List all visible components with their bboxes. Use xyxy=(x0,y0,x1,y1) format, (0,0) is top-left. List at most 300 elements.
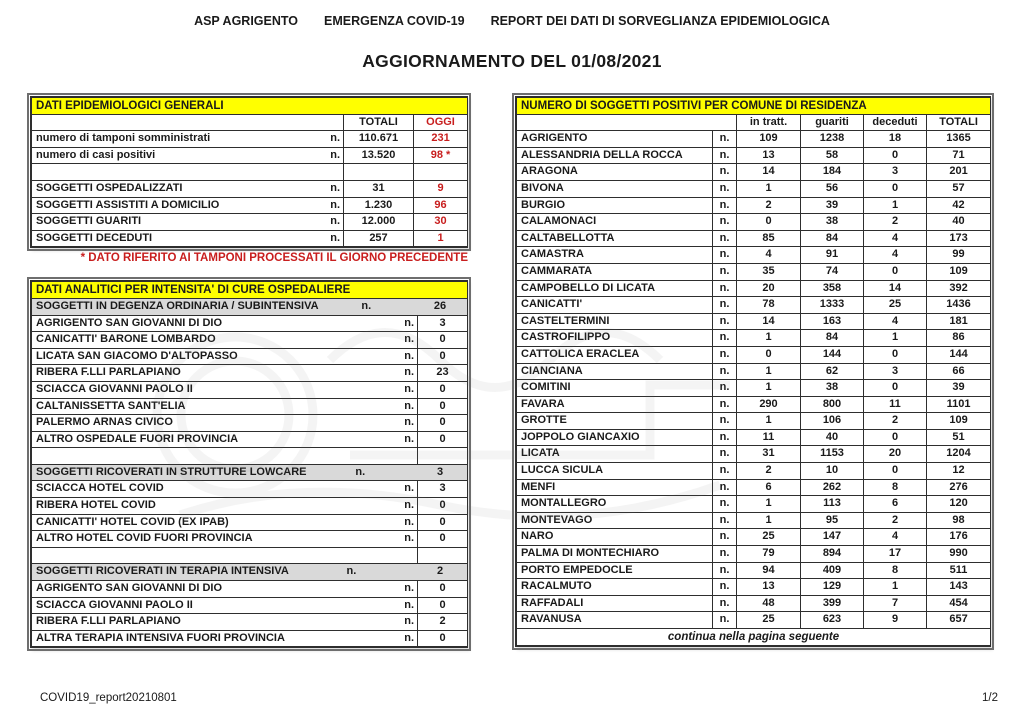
spacer-row xyxy=(32,547,468,564)
row-label: SCIACCA HOTEL COVID n. xyxy=(32,481,418,498)
general-data-table xyxy=(31,97,468,247)
guariti-value: 10 xyxy=(801,463,864,480)
table-row xyxy=(32,230,468,247)
deceduti-value: 4 xyxy=(864,247,927,264)
in-tratt-value: 109 xyxy=(737,131,801,148)
in-tratt-value: 1 xyxy=(737,330,801,347)
deceduti-value: 3 xyxy=(864,363,927,380)
table-row xyxy=(517,330,991,347)
unit-cell: n. xyxy=(713,413,737,430)
oggi-value: 1 xyxy=(414,230,468,247)
table-row xyxy=(517,263,991,280)
comune-name: CASTROFILIPPO xyxy=(517,330,713,347)
comune-name: CATTOLICA ERACLEA xyxy=(517,346,713,363)
table-row xyxy=(32,431,468,448)
guariti-value: 129 xyxy=(801,579,864,596)
comune-name: AGRIGENTO xyxy=(517,131,713,148)
comune-name: RAFFADALI xyxy=(517,595,713,612)
in-tratt-value: 14 xyxy=(737,313,801,330)
guariti-value: 147 xyxy=(801,529,864,546)
count-value: 3 xyxy=(418,481,468,498)
in-tratt-value: 6 xyxy=(737,479,801,496)
row-label: RIBERA F.LLI PARLAPIANO n. xyxy=(32,365,418,382)
in-tratt-value: 31 xyxy=(737,446,801,463)
guariti-value: 894 xyxy=(801,546,864,563)
row-label: CANICATTI' BARONE LOMBARDO n. xyxy=(32,332,418,349)
totali-value: 31 xyxy=(344,180,414,197)
guariti-value: 144 xyxy=(801,346,864,363)
totali-value: 39 xyxy=(927,380,991,397)
row-label: ALTRO HOTEL COVID FUORI PROVINCIA n. xyxy=(32,531,418,548)
table-row xyxy=(517,214,991,231)
count-value: 0 xyxy=(418,332,468,349)
continuation-note: continua nella pagina seguente xyxy=(517,629,991,646)
deceduti-value: 0 xyxy=(864,346,927,363)
unit-cell: n. xyxy=(713,380,737,397)
in-tratt-value: 20 xyxy=(737,280,801,297)
guariti-value: 40 xyxy=(801,429,864,446)
comune-name: ARAGONA xyxy=(517,164,713,181)
unit-cell: n. xyxy=(713,512,737,529)
in-tratt-value: 13 xyxy=(737,147,801,164)
table-row xyxy=(517,579,991,596)
comune-name: LICATA xyxy=(517,446,713,463)
guariti-value: 95 xyxy=(801,512,864,529)
deceduti-value: 17 xyxy=(864,546,927,563)
in-tratt-value: 1 xyxy=(737,496,801,513)
unit-cell: n. xyxy=(713,429,737,446)
totali-value: 143 xyxy=(927,579,991,596)
totali-value: 657 xyxy=(927,612,991,629)
unit-cell: n. xyxy=(713,297,737,314)
table-row xyxy=(32,630,468,647)
in-tratt-value: 1 xyxy=(737,180,801,197)
row-label: LICATA SAN GIACOMO D'ALTOPASSO n. xyxy=(32,348,418,365)
in-tratt-value: 11 xyxy=(737,429,801,446)
count-value: 0 xyxy=(418,398,468,415)
totali-value: 201 xyxy=(927,164,991,181)
table-row xyxy=(517,413,991,430)
comune-name: RAVANUSA xyxy=(517,612,713,629)
hospital-table-title: DATI ANALITICI PER INTENSITA' DI CURE OSPEDALIERE xyxy=(32,282,468,299)
comune-name: CAMMARATA xyxy=(517,263,713,280)
table-row xyxy=(32,180,468,197)
comune-name: CAMASTRA xyxy=(517,247,713,264)
row-label: SOGGETTI GUARITI n. xyxy=(32,214,344,231)
unit-cell: n. xyxy=(713,214,737,231)
guariti-value: 262 xyxy=(801,479,864,496)
unit-cell: n. xyxy=(713,164,737,181)
count-value: 23 xyxy=(418,365,468,382)
totali-value: 176 xyxy=(927,529,991,546)
comune-name: NARO xyxy=(517,529,713,546)
general-data-table-frame xyxy=(30,96,468,248)
table-row xyxy=(517,230,991,247)
in-tratt-value: 0 xyxy=(737,346,801,363)
in-tratt-value: 78 xyxy=(737,297,801,314)
deceduti-value: 1 xyxy=(864,197,927,214)
comune-name: FAVARA xyxy=(517,396,713,413)
count-value: 3 xyxy=(418,315,468,332)
guariti-value: 91 xyxy=(801,247,864,264)
comune-name: MONTALLEGRO xyxy=(517,496,713,513)
deceduti-value: 8 xyxy=(864,562,927,579)
table-row xyxy=(32,315,468,332)
deceduti-value: 3 xyxy=(864,164,927,181)
table-row xyxy=(517,479,991,496)
count-value: 0 xyxy=(418,597,468,614)
deceduti-value: 20 xyxy=(864,446,927,463)
totali-value: 392 xyxy=(927,280,991,297)
in-tratt-value: 1 xyxy=(737,413,801,430)
table-row xyxy=(32,398,468,415)
comune-name: GROTTE xyxy=(517,413,713,430)
spacer-row xyxy=(32,448,468,465)
in-tratt-value: 1 xyxy=(737,363,801,380)
page-number: 1/2 xyxy=(982,692,998,704)
guariti-value: 58 xyxy=(801,147,864,164)
table-row xyxy=(517,562,991,579)
table-row xyxy=(517,247,991,264)
in-tratt-value: 25 xyxy=(737,529,801,546)
in-tratt-value: 1 xyxy=(737,512,801,529)
table-row xyxy=(32,514,468,531)
comune-name: COMITINI xyxy=(517,380,713,397)
in-tratt-value: 94 xyxy=(737,562,801,579)
subtotal-cell: SOGGETTI IN DEGENZA ORDINARIA / SUBINTENSIVA n. 26 xyxy=(32,298,468,315)
row-label: AGRIGENTO SAN GIOVANNI DI DIO n. xyxy=(32,315,418,332)
totali-value: 98 xyxy=(927,512,991,529)
guariti-value: 113 xyxy=(801,496,864,513)
count-value: 2 xyxy=(418,614,468,631)
table-row xyxy=(517,280,991,297)
report-header-line xyxy=(0,14,1024,28)
unit-cell: n. xyxy=(713,131,737,148)
guariti-value: 399 xyxy=(801,595,864,612)
comuni-table-frame xyxy=(515,96,991,647)
empty-cell xyxy=(418,547,468,564)
table-row xyxy=(517,496,991,513)
in-tratt-column-header: in tratt. xyxy=(737,114,801,131)
oggi-column-header: OGGI xyxy=(414,114,468,131)
comune-name: BIVONA xyxy=(517,180,713,197)
deceduti-value: 1 xyxy=(864,579,927,596)
empty-cell xyxy=(32,448,418,465)
table-row xyxy=(517,429,991,446)
in-tratt-value: 25 xyxy=(737,612,801,629)
guariti-value: 74 xyxy=(801,263,864,280)
guariti-value: 56 xyxy=(801,180,864,197)
unit-cell: n. xyxy=(713,280,737,297)
subtotal-row xyxy=(32,464,468,481)
table-row xyxy=(32,332,468,349)
totali-value: 1.230 xyxy=(344,197,414,214)
comune-name: CAMPOBELLO DI LICATA xyxy=(517,280,713,297)
count-value: 0 xyxy=(418,498,468,515)
guariti-value: 409 xyxy=(801,562,864,579)
oggi-value: 30 xyxy=(414,214,468,231)
table-title-row xyxy=(32,98,468,115)
deceduti-value: 0 xyxy=(864,263,927,280)
deceduti-value: 9 xyxy=(864,612,927,629)
subtotal-cell: SOGGETTI RICOVERATI IN TERAPIA INTENSIVA n. 2 xyxy=(32,564,468,581)
row-label: SOGGETTI ASSISTITI A DOMICILIO n. xyxy=(32,197,344,214)
deceduti-value: 0 xyxy=(864,180,927,197)
totali-value: 51 xyxy=(927,429,991,446)
guariti-value: 184 xyxy=(801,164,864,181)
unit-cell: n. xyxy=(713,147,737,164)
totali-value: 257 xyxy=(344,230,414,247)
table-row xyxy=(32,481,468,498)
empty-cell xyxy=(32,547,418,564)
totali-value: 66 xyxy=(927,363,991,380)
header-emergency: EMERGENZA COVID-19 xyxy=(324,14,465,28)
row-label: ALTRA TERAPIA INTENSIVA FUORI PROVINCIA n. xyxy=(32,630,418,647)
row-label: ALTRO OSPEDALE FUORI PROVINCIA n. xyxy=(32,431,418,448)
totali-value: 276 xyxy=(927,479,991,496)
comuni-positivi-table xyxy=(516,97,991,646)
totali-value: 86 xyxy=(927,330,991,347)
table-header-row xyxy=(517,114,991,131)
hospital-table-frame xyxy=(30,280,468,648)
table-row xyxy=(32,531,468,548)
totali-value: 1436 xyxy=(927,297,991,314)
document-filename: COVID19_report20210801 xyxy=(40,692,177,704)
row-label: RIBERA HOTEL COVID n. xyxy=(32,498,418,515)
count-value: 0 xyxy=(418,630,468,647)
table-row xyxy=(32,131,468,148)
deceduti-value: 2 xyxy=(864,413,927,430)
general-table-title: DATI EPIDEMIOLOGICI GENERALI xyxy=(32,98,468,115)
in-tratt-value: 35 xyxy=(737,263,801,280)
count-value: 0 xyxy=(418,531,468,548)
unit-cell: n. xyxy=(713,463,737,480)
guariti-value: 84 xyxy=(801,230,864,247)
guariti-value: 84 xyxy=(801,330,864,347)
unit-cell: n. xyxy=(713,446,737,463)
table-row xyxy=(517,346,991,363)
unit-cell: n. xyxy=(713,496,737,513)
deceduti-value: 11 xyxy=(864,396,927,413)
totali-value: 99 xyxy=(927,247,991,264)
in-tratt-value: 0 xyxy=(737,214,801,231)
in-tratt-value: 14 xyxy=(737,164,801,181)
hospital-intensity-table xyxy=(31,281,468,647)
totali-value: 120 xyxy=(927,496,991,513)
totali-value: 110.671 xyxy=(344,131,414,148)
totali-value: 144 xyxy=(927,346,991,363)
unit-cell: n. xyxy=(713,247,737,264)
in-tratt-value: 2 xyxy=(737,197,801,214)
count-value: 0 xyxy=(418,431,468,448)
table-row xyxy=(517,131,991,148)
totali-value: 454 xyxy=(927,595,991,612)
totali-column-header: TOTALI xyxy=(344,114,414,131)
comune-name: ALESSANDRIA DELLA ROCCA xyxy=(517,147,713,164)
deceduti-value: 0 xyxy=(864,429,927,446)
totali-value: 1101 xyxy=(927,396,991,413)
table-row xyxy=(517,396,991,413)
table-row xyxy=(32,614,468,631)
table-row xyxy=(32,348,468,365)
unit-cell: n. xyxy=(713,330,737,347)
table-row xyxy=(32,381,468,398)
count-value: 0 xyxy=(418,514,468,531)
table-row xyxy=(517,180,991,197)
comune-name: LUCCA SICULA xyxy=(517,463,713,480)
totali-value: 13.520 xyxy=(344,147,414,164)
totali-value: 57 xyxy=(927,180,991,197)
table-row xyxy=(517,595,991,612)
guariti-column-header: guariti xyxy=(801,114,864,131)
table-row xyxy=(517,164,991,181)
unit-cell: n. xyxy=(713,197,737,214)
continuation-row xyxy=(517,629,991,646)
comuni-table-title: NUMERO DI SOGGETTI POSITIVI PER COMUNE DI RESIDENZA xyxy=(517,98,991,115)
table-row xyxy=(517,380,991,397)
row-label: numero di tamponi somministrati n. xyxy=(32,131,344,148)
guariti-value: 38 xyxy=(801,214,864,231)
table-row xyxy=(517,529,991,546)
table-title-row xyxy=(517,98,991,115)
right-column xyxy=(515,96,991,647)
table-row xyxy=(517,313,991,330)
guariti-value: 1238 xyxy=(801,131,864,148)
unit-cell: n. xyxy=(713,230,737,247)
totali-value: 511 xyxy=(927,562,991,579)
table-title-row xyxy=(32,282,468,299)
deceduti-value: 2 xyxy=(864,512,927,529)
comune-name: JOPPOLO GIANCAXIO xyxy=(517,429,713,446)
empty-cell xyxy=(418,448,468,465)
deceduti-value: 7 xyxy=(864,595,927,612)
row-label: SOGGETTI DECEDUTI n. xyxy=(32,230,344,247)
deceduti-value: 4 xyxy=(864,230,927,247)
comune-name: MONTEVAGO xyxy=(517,512,713,529)
guariti-value: 358 xyxy=(801,280,864,297)
empty-cell xyxy=(344,164,414,181)
row-label: SOGGETTI OSPEDALIZZATI n. xyxy=(32,180,344,197)
totali-value: 12.000 xyxy=(344,214,414,231)
comune-name: PALMA DI MONTECHIARO xyxy=(517,546,713,563)
left-column xyxy=(30,96,468,648)
oggi-value: 98 * xyxy=(414,147,468,164)
comune-name: RACALMUTO xyxy=(517,579,713,596)
deceduti-value: 18 xyxy=(864,131,927,148)
tamponi-footnote: * DATO RIFERITO AI TAMPONI PROCESSATI IL GIORNO PRECEDENTE xyxy=(80,252,468,265)
table-row xyxy=(32,597,468,614)
row-label: AGRIGENTO SAN GIOVANNI DI DIO n. xyxy=(32,581,418,598)
unit-cell: n. xyxy=(713,346,737,363)
subtotal-row xyxy=(32,298,468,315)
deceduti-value: 0 xyxy=(864,463,927,480)
row-label: SCIACCA GIOVANNI PAOLO II n. xyxy=(32,381,418,398)
in-tratt-value: 85 xyxy=(737,230,801,247)
comune-name: CANICATTI' xyxy=(517,297,713,314)
unit-cell: n. xyxy=(713,363,737,380)
row-label: PALERMO ARNAS CIVICO n. xyxy=(32,415,418,432)
deceduti-value: 14 xyxy=(864,280,927,297)
count-value: 0 xyxy=(418,381,468,398)
in-tratt-value: 290 xyxy=(737,396,801,413)
totali-column-header: TOTALI xyxy=(927,114,991,131)
table-row xyxy=(32,415,468,432)
totali-value: 1365 xyxy=(927,131,991,148)
empty-header-cell xyxy=(517,114,737,131)
table-row xyxy=(32,365,468,382)
unit-cell: n. xyxy=(713,529,737,546)
comune-name: BURGIO xyxy=(517,197,713,214)
totali-value: 12 xyxy=(927,463,991,480)
table-row xyxy=(32,498,468,515)
table-row xyxy=(517,612,991,629)
totali-value: 173 xyxy=(927,230,991,247)
guariti-value: 800 xyxy=(801,396,864,413)
row-label: SCIACCA GIOVANNI PAOLO II n. xyxy=(32,597,418,614)
deceduti-value: 2 xyxy=(864,214,927,231)
table-row xyxy=(517,463,991,480)
deceduti-value: 25 xyxy=(864,297,927,314)
header-report: REPORT DEI DATI DI SORVEGLIANZA EPIDEMIOLOGICA xyxy=(490,14,830,28)
table-row xyxy=(32,197,468,214)
in-tratt-value: 4 xyxy=(737,247,801,264)
in-tratt-value: 79 xyxy=(737,546,801,563)
comune-name: PORTO EMPEDOCLE xyxy=(517,562,713,579)
unit-cell: n. xyxy=(713,263,737,280)
comune-name: CASTELTERMINI xyxy=(517,313,713,330)
table-row xyxy=(517,363,991,380)
totali-value: 71 xyxy=(927,147,991,164)
table-row xyxy=(517,147,991,164)
in-tratt-value: 2 xyxy=(737,463,801,480)
guariti-value: 623 xyxy=(801,612,864,629)
unit-cell: n. xyxy=(713,479,737,496)
oggi-value: 9 xyxy=(414,180,468,197)
deceduti-value: 6 xyxy=(864,496,927,513)
unit-cell: n. xyxy=(713,546,737,563)
deceduti-value: 0 xyxy=(864,147,927,164)
row-label: CALTANISSETTA SANT'ELIA n. xyxy=(32,398,418,415)
unit-cell: n. xyxy=(713,595,737,612)
unit-cell: n. xyxy=(713,313,737,330)
deceduti-value: 8 xyxy=(864,479,927,496)
oggi-value: 96 xyxy=(414,197,468,214)
table-row xyxy=(32,581,468,598)
update-title: AGGIORNAMENTO DEL 01/08/2021 xyxy=(362,51,662,71)
comune-name: CALTABELLOTTA xyxy=(517,230,713,247)
deceduti-value: 4 xyxy=(864,529,927,546)
table-header-row xyxy=(32,114,468,131)
subtotal-row xyxy=(32,564,468,581)
unit-cell: n. xyxy=(713,579,737,596)
in-tratt-value: 13 xyxy=(737,579,801,596)
comune-name: MENFI xyxy=(517,479,713,496)
oggi-value: 231 xyxy=(414,131,468,148)
comune-name: CIANCIANA xyxy=(517,363,713,380)
count-value: 0 xyxy=(418,581,468,598)
unit-cell: n. xyxy=(713,612,737,629)
unit-cell: n. xyxy=(713,562,737,579)
in-tratt-value: 48 xyxy=(737,595,801,612)
row-label: CANICATTI' HOTEL COVID (EX IPAB) n. xyxy=(32,514,418,531)
totali-value: 42 xyxy=(927,197,991,214)
count-value: 0 xyxy=(418,348,468,365)
row-label: RIBERA F.LLI PARLAPIANO n. xyxy=(32,614,418,631)
empty-header-cell xyxy=(32,114,344,131)
totali-value: 40 xyxy=(927,214,991,231)
table-row xyxy=(32,147,468,164)
empty-cell xyxy=(32,164,344,181)
